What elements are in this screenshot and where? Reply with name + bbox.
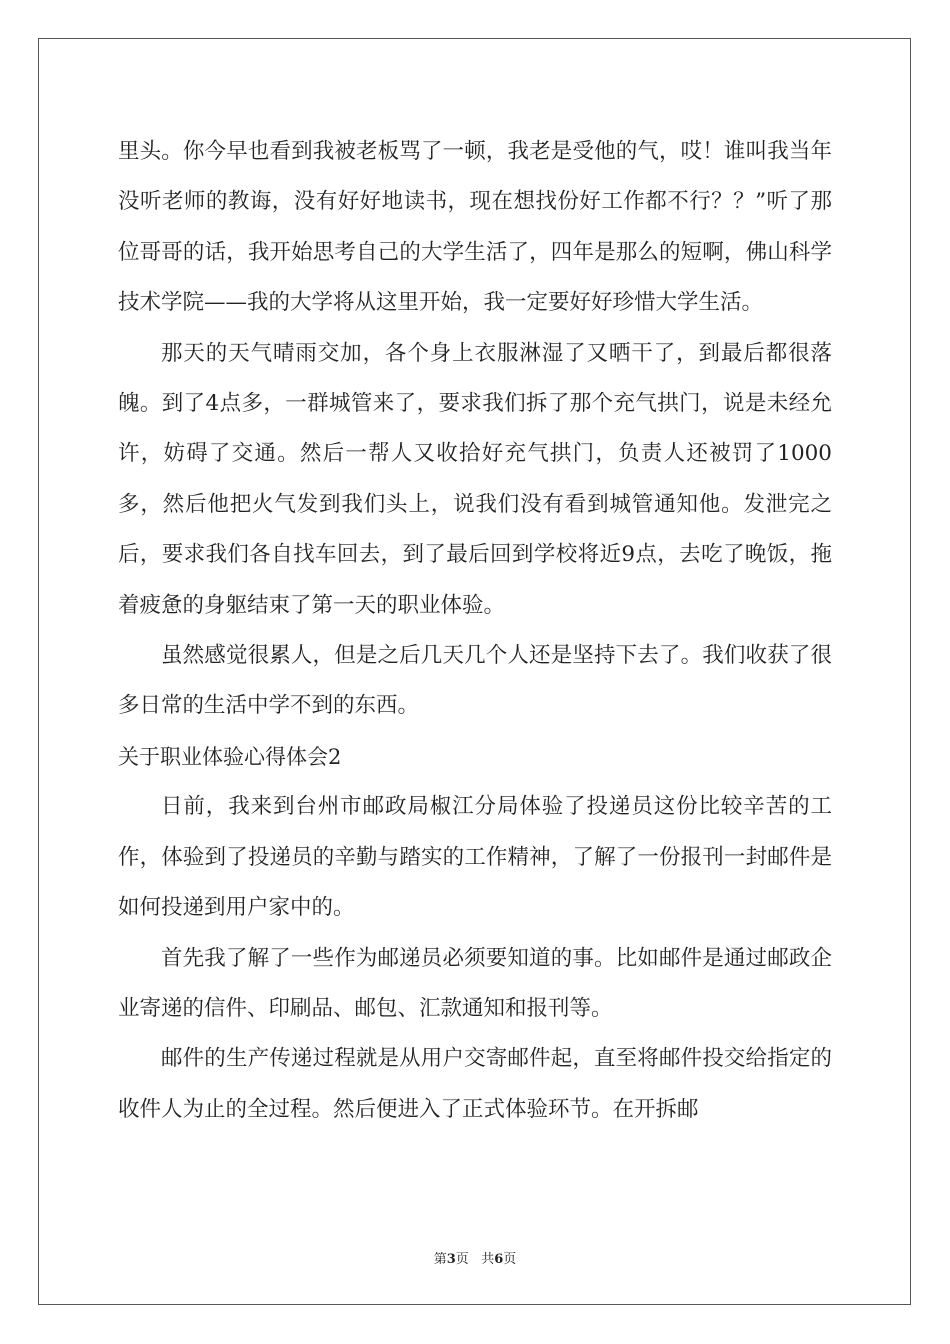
paragraph-mail-definition: 首先我了解了一些作为邮递员必须要知道的事。比如邮件是通过邮政企业寄递的信件、印刷品、邮包、汇款通知和报刊等。 [118, 945, 832, 1021]
section-heading: 关于职业体验心得体会2 [118, 744, 342, 769]
paragraph-intro: 日前，我来到台州市邮政局椒江分局体验了投递员这份比较辛苦的工作，体验到了投递员的辛勤与踏实的工作精神，了解了一份报刊一封邮件是如何投递到用户家中的。 [118, 794, 832, 921]
page-prefix: 第 [433, 1252, 447, 1267]
document-body [118, 127, 832, 1135]
paragraph-continuation: 里头。你今早也看到我被老板骂了一顿，我老是受他的气，哎！谁叫我当年没听老师的教诲，没有好好地读书，现在想找份好工作都不行？？”听了那位哥哥的话，我开始思考自己的大学生活了，四年是那么的短啊，佛山科学技术学院——我的大学将从这里开始，我一定要好好珍惜大学生活。 [118, 139, 832, 316]
paragraph-mail-process: 邮件的生产传递过程就是从用户交寄邮件起，直至将邮件投交给指定的收件人为止的全过程。然后便进入了正式体验环节。在开拆邮 [118, 1046, 832, 1122]
total-suffix: 页 [503, 1252, 517, 1267]
paragraph-conclusion: 虽然感觉很累人，但是之后几天几个人还是坚持下去了。我们收获了很多日常的生活中学不到的东西。 [118, 643, 832, 719]
paragraph-weather: 那天的天气晴雨交加，各个身上衣服淋湿了又晒干了，到最后都很落魄。到了4点多，一群城管来了，要求我们拆了那个充气拱门，说是未经允许，妨碍了交通。然后一帮人又收拾好充气拱门，负责人还被罚了1000多，然后他把火气发到我们头上，说我们没有看到城管通知他。发泄完之后，要求我们各自找车回去，到了最后回到学校将近9点，去吃了晚饭，拖着疲惫的身躯结束了第一天的职业体验。 [118, 340, 832, 618]
page-footer [0, 1248, 950, 1267]
page-number: 3 [446, 1252, 456, 1267]
total-prefix: 共 [481, 1252, 495, 1267]
page-suffix: 页 [455, 1252, 469, 1267]
total-pages: 6 [494, 1252, 504, 1267]
